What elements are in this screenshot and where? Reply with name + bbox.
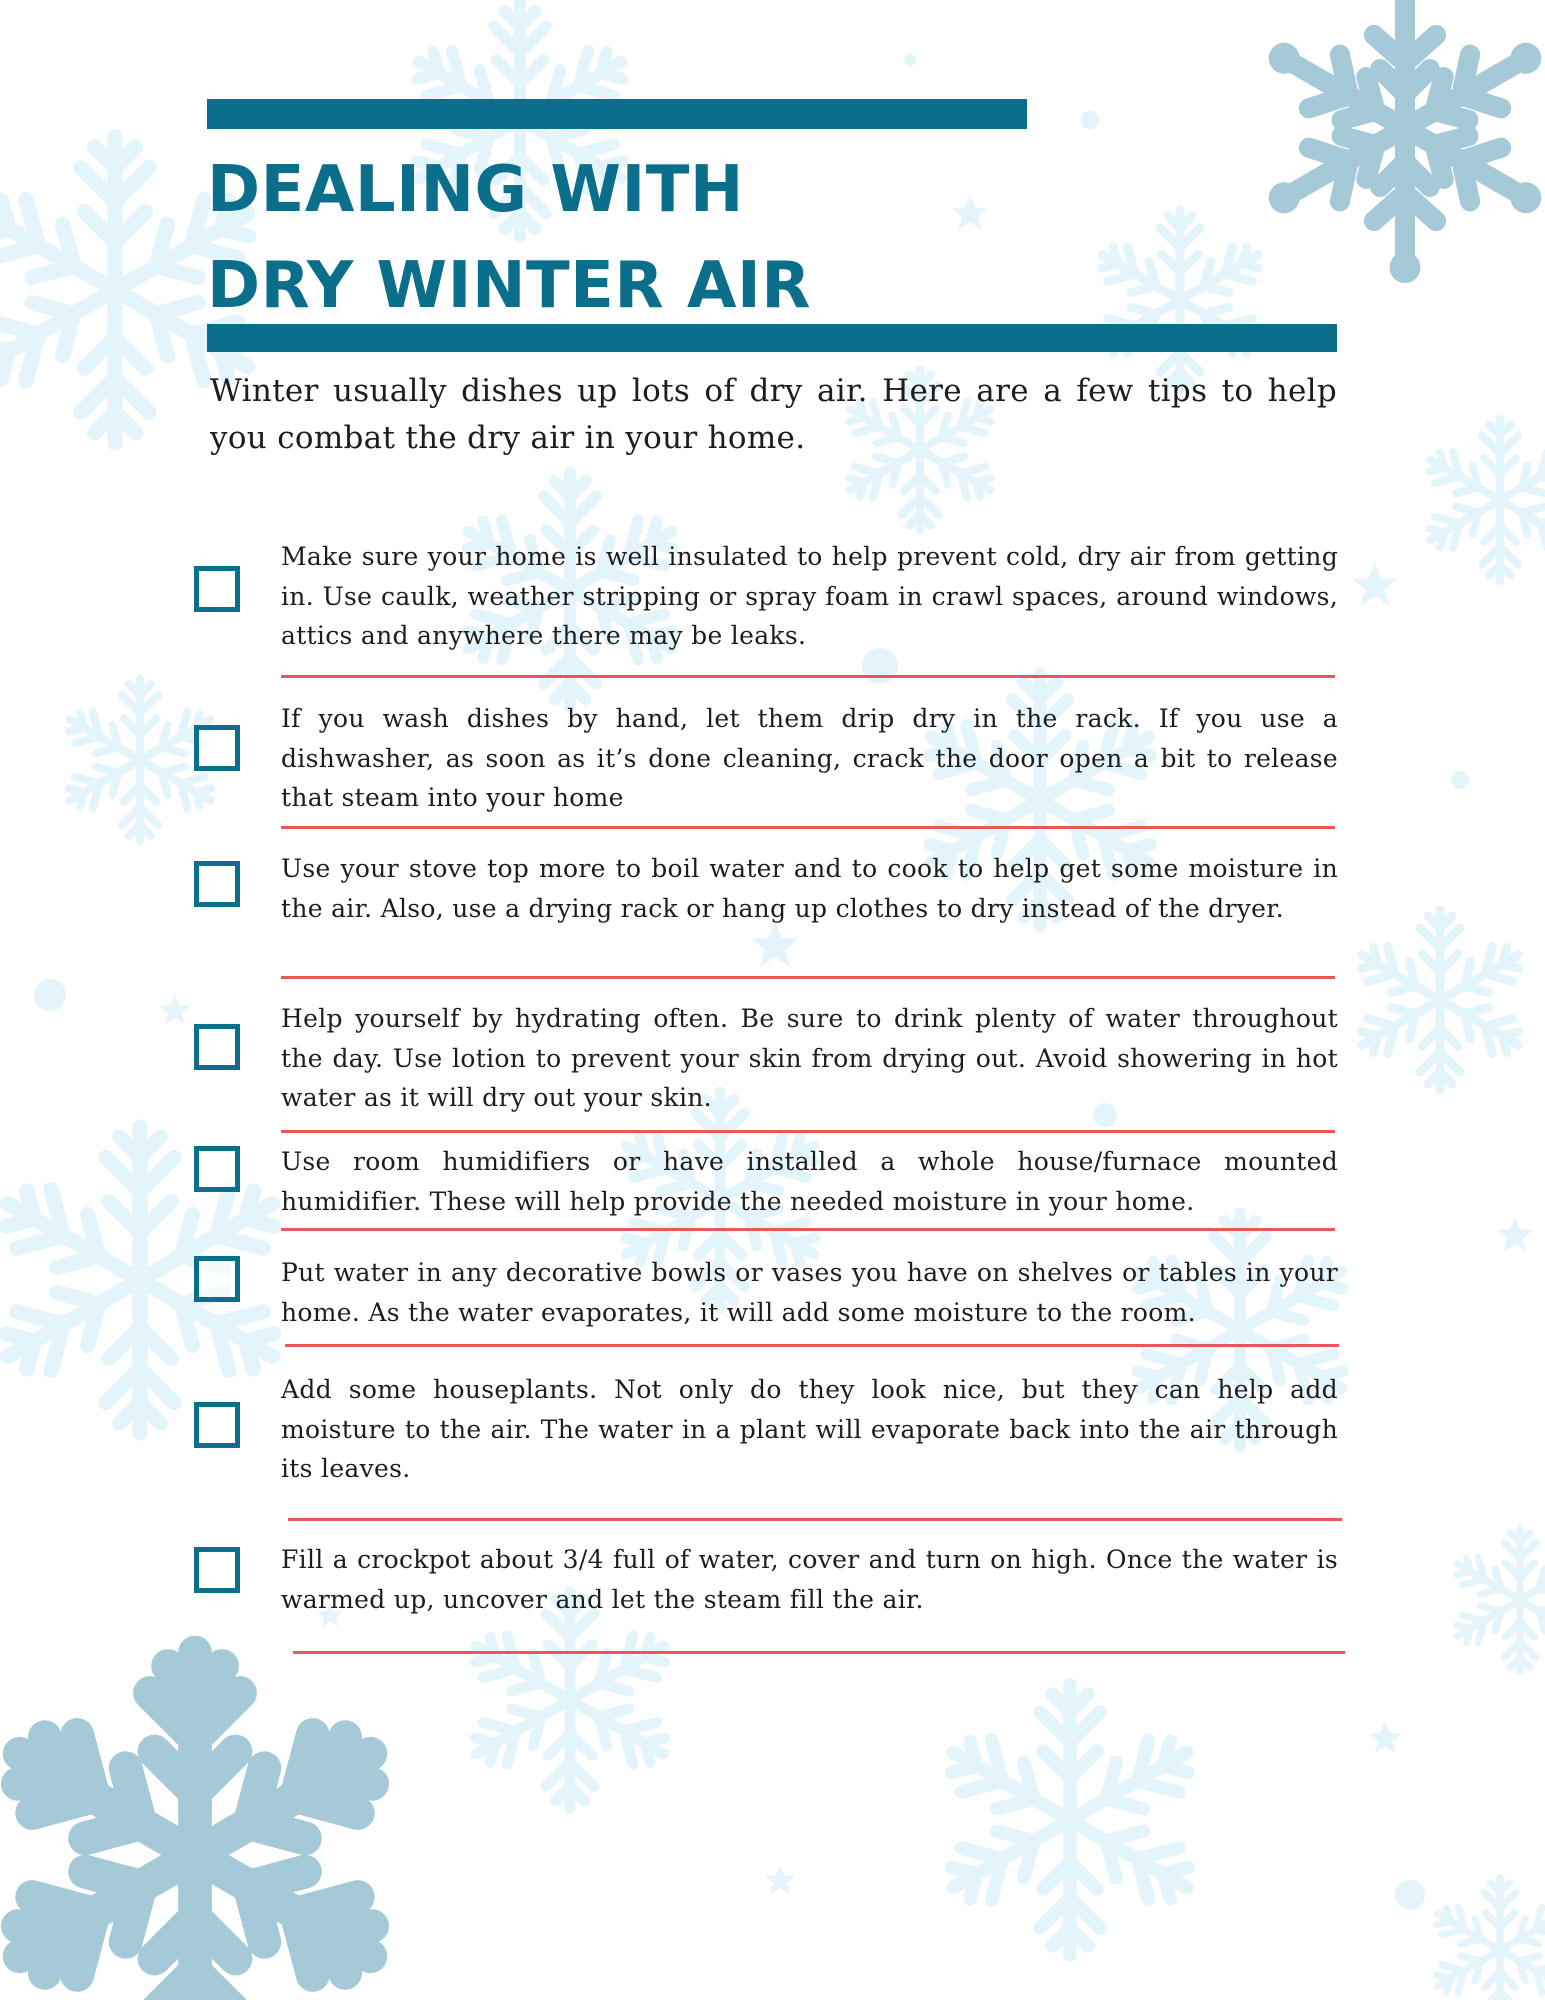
intro-paragraph: Winter usually dishes up lots of dry air. Here are a few tips to help you combat the dry air in your home. xyxy=(210,373,1337,456)
tip-text: Add some houseplants. Not only do they look nice, but they can help add moisture to the air. The water in a plant will evaporate back into the air through its leaves. xyxy=(281,1375,1338,1483)
divider-line xyxy=(281,1228,1335,1231)
checkbox[interactable] xyxy=(194,1146,240,1192)
tip-text: Help yourself by hydrating often. Be sure to drink plenty of water throughout the day. Use lotion to prevent your skin from drying out. Avoid showering in hot water as it will dry out your skin. xyxy=(281,1004,1338,1112)
divider-line xyxy=(281,1130,1335,1133)
title-bottom-bar xyxy=(207,324,1337,352)
divider-line xyxy=(281,675,1335,678)
tip-text: Make sure your home is well insulated to help prevent cold, dry air from getting in. Use caulk, weather stripping or spray foam in crawl spaces, around windows, attics and anywhere there may be leaks. xyxy=(281,542,1338,650)
checkbox[interactable] xyxy=(194,1024,240,1070)
checkbox[interactable] xyxy=(194,861,240,907)
page-title xyxy=(207,142,811,334)
checkbox[interactable] xyxy=(194,1402,240,1448)
title-line-2: DRY WINTER AIR xyxy=(207,249,812,323)
tip-text: Use your stove top more to boil water and to cook to help get some moisture in the air. Also, use a drying rack or hang up clothes to dry instead of the dryer. xyxy=(281,854,1338,923)
tip-text: Use room humidifiers or have installed a whole house/furnace mounted humidifier. These will help provide the needed moisture in your home. xyxy=(281,1147,1338,1216)
checkbox[interactable] xyxy=(194,1547,240,1593)
divider-line xyxy=(285,1344,1339,1347)
title-top-bar xyxy=(207,99,1027,129)
tip-text: If you wash dishes by hand, let them drip dry in the rack. If you use a dishwasher, as soon as it’s done cleaning, crack the door open a bit to release that steam into your home xyxy=(281,704,1338,812)
tip-text: Put water in any decorative bowls or vases you have on shelves or tables in your home. As the water evaporates, it will add some moisture to the room. xyxy=(281,1258,1338,1327)
divider-line xyxy=(288,1518,1342,1521)
checkbox[interactable] xyxy=(194,1256,240,1302)
tip-text: Fill a crockpot about 3/4 full of water, cover and turn on high. Once the water is warmed up, uncover and let the steam fill the air. xyxy=(281,1545,1338,1614)
title-line-1: DEALING WITH xyxy=(207,153,744,227)
checkbox[interactable] xyxy=(194,725,240,771)
divider-line xyxy=(281,976,1335,979)
divider-line xyxy=(293,1651,1345,1654)
divider-line xyxy=(281,826,1335,829)
checkbox[interactable] xyxy=(194,566,240,612)
